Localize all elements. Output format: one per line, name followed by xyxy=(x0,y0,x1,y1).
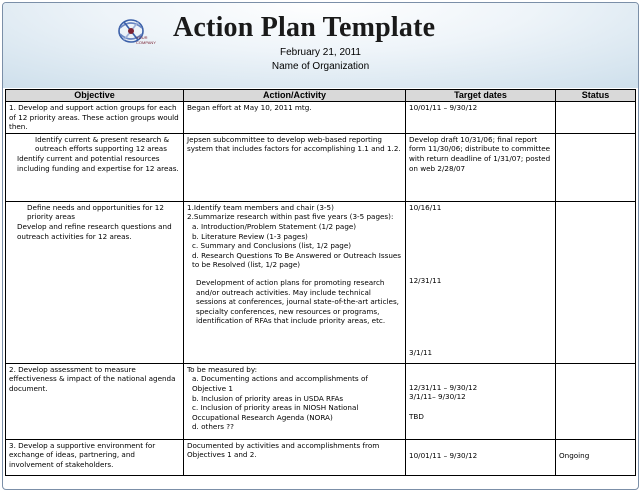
status-cell xyxy=(556,439,636,475)
objective-cell xyxy=(6,363,184,439)
objective-text: Identify current & present research & outreach efforts supporting 12 areas xyxy=(35,134,170,154)
target-date-text: 10/16/11 xyxy=(409,202,442,212)
action-substep: c. Summary and Conclusions (list, 1/2 page) xyxy=(192,241,352,251)
action-note: Development of action plans for promoting research and/or outreach activities. May include technical sessions at conferences, journal state-of-the-art articles, specialty conferences, new resources or programs, identification of RFAs that include priority areas, etc. xyxy=(196,277,399,326)
logo-caption xyxy=(136,35,156,45)
target-date-cell xyxy=(406,439,556,475)
objective-text: 3. Develop a supportive environment for exchange of ideas, partnering, and involvement of stakeholders. xyxy=(9,440,156,469)
action-cell xyxy=(184,102,406,134)
target-date-cell xyxy=(406,363,556,439)
objective-text: 2. Develop assessment to measure effectiveness & impact of the national agenda document. xyxy=(9,364,176,393)
status-cell xyxy=(556,201,636,363)
action-text: Jepsen subcommittee to develop web-based reporting system that includes factors for accomplishing 1.1 and 1.2. xyxy=(187,134,401,154)
column-header-target-dates: Target dates xyxy=(406,90,556,102)
action-substep: d. others ?? xyxy=(192,422,234,432)
table-row xyxy=(6,439,636,475)
target-date-text: 12/31/11 xyxy=(409,276,442,286)
column-header-status: Status xyxy=(556,90,636,102)
objective-cell xyxy=(6,201,184,363)
action-cell xyxy=(184,133,406,201)
objective-text: Identify current and potential resources including funding and expertise for 12 areas. xyxy=(17,153,179,173)
document-date: February 21, 2011 xyxy=(280,47,361,58)
status-cell xyxy=(556,102,636,134)
action-lead: To be measured by: xyxy=(187,364,258,374)
table-header-row xyxy=(6,90,636,102)
target-date-text: 3/1/11– 9/30/12 xyxy=(409,392,466,402)
status-cell xyxy=(556,363,636,439)
column-header-objective: Objective xyxy=(6,90,184,102)
objective-cell xyxy=(6,133,184,201)
target-date-text: 10/01/11 – 9/30/12 xyxy=(409,450,478,460)
action-text: Began effort at May 10, 2011 mtg. xyxy=(187,103,312,112)
action-substep: a. Documenting actions and accomplishments of Objective 1 xyxy=(192,374,368,393)
column-header-action: Action/Activity xyxy=(184,90,406,102)
objective-text: 1. Develop and support action groups for each of 12 priority areas. These action groups would then. xyxy=(9,103,179,132)
page-title: Action Plan Template xyxy=(173,12,436,43)
objective-text: Define needs and opportunities for 12 priority areas xyxy=(27,202,164,222)
organization-name: Name of Organization xyxy=(271,61,370,72)
logo-caption-line-1: YOUR xyxy=(136,35,148,40)
action-cell xyxy=(184,363,406,439)
action-substep: b. Inclusion of priority areas in USDA RFAs xyxy=(192,393,344,403)
status-text: Ongoing xyxy=(559,450,590,460)
target-date-cell xyxy=(406,201,556,363)
objective-cell xyxy=(6,102,184,134)
target-date-text: 3/1/11 xyxy=(409,347,433,357)
table-row xyxy=(6,201,636,363)
logo-caption-line-2: COMPANY xyxy=(136,40,156,45)
target-date-text: 10/01/11 – 9/30/12 xyxy=(409,103,478,112)
action-substep: a. Introduction/Problem Statement (1/2 page) xyxy=(192,221,357,231)
action-plan-table xyxy=(5,89,636,476)
action-substep: d. Research Questions To Be Answered or Outreach Issues to be Resolved (list, 1/2 page) xyxy=(192,250,402,270)
table-row xyxy=(6,363,636,439)
status-cell xyxy=(556,133,636,201)
action-substep: b. Literature Review (1-3 pages) xyxy=(192,231,308,241)
objective-cell xyxy=(6,439,184,475)
action-cell xyxy=(184,201,406,363)
target-date-text: 12/31/11 – 9/30/12 xyxy=(409,382,478,392)
table-row xyxy=(6,133,636,201)
objective-text: Develop and refine research questions and outreach activities for 12 areas. xyxy=(17,221,172,241)
action-text: Documented by activities and accomplishments from Objectives 1 and 2. xyxy=(187,440,380,460)
target-date-cell xyxy=(406,133,556,201)
target-date-text: Develop draft 10/31/06; final report form 11/30/06; distribute to committee with return deadline of 1/31/07; posted on web 2/28/07 xyxy=(409,134,551,173)
action-cell xyxy=(184,439,406,475)
target-date-cell xyxy=(406,102,556,134)
action-substep: c. Inclusion of priority areas in NIOSH National Occupational Research Agenda (NORA) xyxy=(192,403,359,422)
action-step: 2.Summarize research within past five years (3-5 pages): xyxy=(187,212,394,222)
action-step: 1.Identify team members and chair (3-5) xyxy=(187,202,334,212)
table-row xyxy=(6,102,636,134)
target-date-text: TBD xyxy=(409,411,424,421)
